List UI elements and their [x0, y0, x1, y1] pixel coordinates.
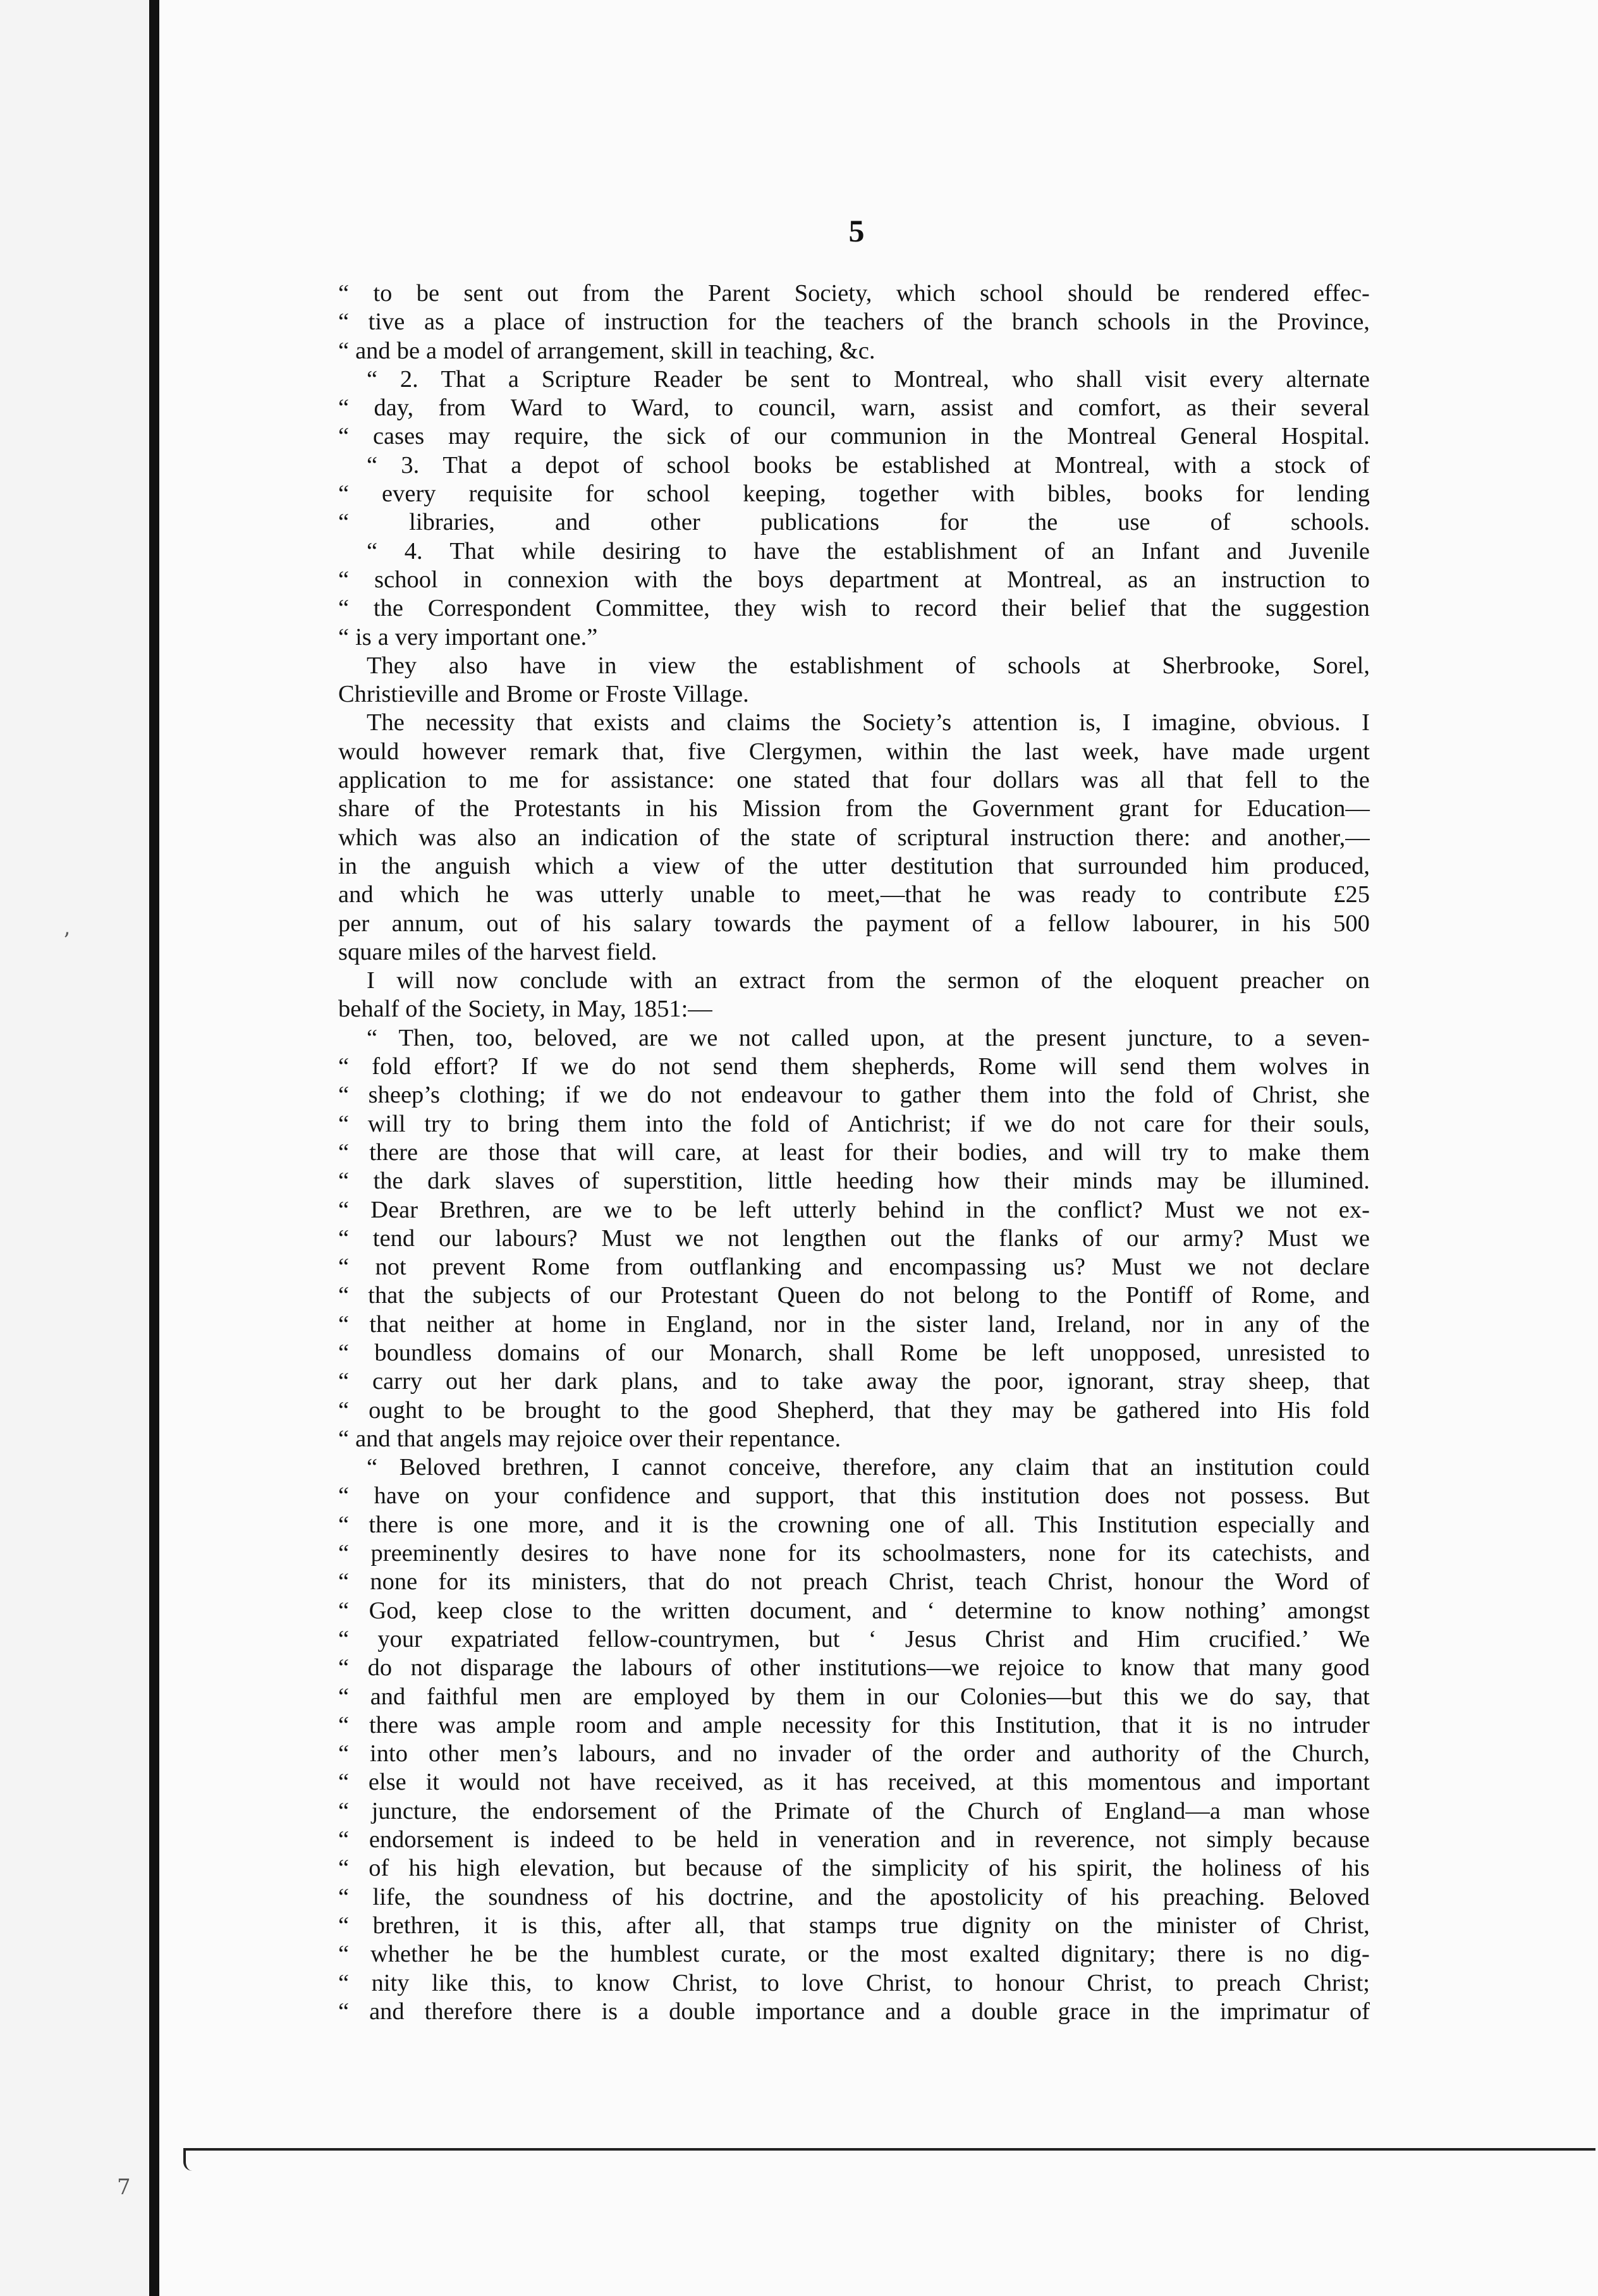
text-line: “ tive as a place of instruction for the teachers of the branch schools in the Province, [338, 308, 1370, 336]
text-line: “ nity like this, to know Christ, to love Christ, to honour Christ, to preach Christ; [338, 1969, 1370, 1996]
text-line: Christieville and Brome or Froste Village. [338, 681, 749, 708]
text-line: “ boundless domains of our Monarch, shall Rome be left unopposed, unresisted to [338, 1339, 1370, 1366]
facing-page-edge [0, 0, 149, 2296]
text-line: “ Beloved brethren, I cannot conceive, therefore, any claim that an institution could [367, 1454, 1370, 1481]
text-line: “ fold effort? If we do not send them shepherds, Rome will send them wolves in [338, 1053, 1370, 1080]
text-line: “ school in connexion with the boys department at Montreal, as an instruction to [338, 566, 1370, 593]
text-line: which was also an indication of the state of scriptural instruction there: and another,— [338, 824, 1370, 851]
text-line: “ sheep’s clothing; if we do not endeavour to gather them into the fold of Christ, she [338, 1082, 1370, 1109]
text-line: “ preeminently desires to have none for its schoolmasters, none for its catechists, and [338, 1540, 1370, 1567]
text-line: “ of his high elevation, but because of the simplicity of his spirit, the holiness of his [338, 1855, 1370, 1882]
text-line: in the anguish which a view of the utter destitution that surrounded him produced, [338, 852, 1370, 879]
text-line: “ brethren, it is this, after all, that stamps true dignity on the minister of Christ, [338, 1912, 1370, 1939]
text-line: “ the dark slaves of superstition, little heeding how their minds may be illumined. [338, 1168, 1370, 1195]
text-line: “ your expatriated fellow-countrymen, but ‘ Jesus Christ and Him crucified.’ We [338, 1625, 1370, 1652]
text-line: “ and faithful men are employed by them in our Colonies—but this we do say, that [338, 1683, 1370, 1710]
text-line: “ Dear Brethren, are we to be left utterly behind in the conflict? Must we not ex- [338, 1196, 1370, 1223]
text-line: “ life, the soundness of his doctrine, and the apostolicity of his preaching. Beloved [338, 1883, 1370, 1910]
text-line: “ endorsement is indeed to be held in veneration and in reverence, not simply because [338, 1826, 1370, 1853]
text-line: and which he was utterly unable to meet,—that he was ready to contribute £25 [338, 881, 1370, 908]
text-line: “ God, keep close to the written document, and ‘ determine to know nothing’ amongst [338, 1597, 1370, 1624]
text-line: “ that neither at home in England, nor in the sister land, Ireland, nor in any of the [338, 1310, 1370, 1338]
text-line: “ that the subjects of our Protestant Queen do not belong to the Pontiff of Rome, and [338, 1282, 1370, 1309]
text-line: “ into other men’s labours, and no invader of the order and authority of the Church, [338, 1740, 1370, 1768]
text-line: “ every requisite for school keeping, together with bibles, books for lending [338, 480, 1370, 508]
text-line: “ 2. That a Scripture Reader be sent to Montreal, who shall visit every alternate [367, 365, 1370, 393]
text-line: “ libraries, and other publications for the use of schools. [338, 509, 1370, 536]
text-line: They also have in view the establishment of schools at Sherbrooke, Sorel, [367, 652, 1370, 679]
book-gutter [149, 0, 159, 2296]
text-line: “ will try to bring them into the fold of Antichrist; if we do not care for their souls, [338, 1110, 1370, 1137]
text-line: “ there are those that will care, at least for their bodies, and will try to make them [338, 1139, 1370, 1166]
text-line: behalf of the Society, in May, 1851:— [338, 996, 712, 1023]
body-text [338, 279, 1370, 2026]
text-line: “ cases may require, the sick of our communion in the Montreal General Hospital. [338, 423, 1370, 450]
text-line: “ else it would not have received, as it has received, at this momentous and important [338, 1769, 1370, 1796]
text-line: I will now conclude with an extract from the sermon of the eloquent preacher on [367, 967, 1370, 994]
text-line: “ 3. That a depot of school books be established at Montreal, with a stock of [367, 451, 1370, 479]
margin-mark: ’ [63, 928, 70, 953]
text-line: “ to be sent out from the Parent Society, which school should be rendered effec- [338, 280, 1370, 307]
text-line: “ Then, too, beloved, are we not called upon, at the present juncture, to a seven- [367, 1024, 1370, 1051]
text-line: application to me for assistance: one stated that four dollars was all that fell to the [338, 767, 1370, 794]
text-line: “ juncture, the endorsement of the Primate of the Church of England—a man whose [338, 1797, 1370, 1824]
text-line: “ and that angels may rejoice over their repentance. [338, 1425, 841, 1452]
text-line: “ carry out her dark plans, and to take away the poor, ignorant, stray sheep, that [338, 1368, 1370, 1395]
text-line: square miles of the harvest field. [338, 938, 657, 965]
text-line: “ and be a model of arrangement, skill in teaching, &c. [338, 337, 875, 364]
text-line: per annum, out of his salary towards the payment of a fellow labourer, in his 500 [338, 910, 1370, 937]
text-line: “ there was ample room and ample necessity for this Institution, that it is no intruder [338, 1711, 1370, 1738]
text-line: “ is a very important one.” [338, 623, 598, 650]
page-number: 5 [848, 213, 865, 248]
text-line: “ day, from Ward to Ward, to council, warn, assist and comfort, as their several [338, 394, 1370, 422]
text-line: “ there is one more, and it is the crowning one of all. This Institution especially and [338, 1511, 1370, 1538]
text-line: “ do not disparage the labours of other institutions—we rejoice to know that many good [338, 1654, 1370, 1682]
text-line: The necessity that exists and claims the Society’s attention is, I imagine, obvious. I [367, 709, 1370, 736]
text-line: would however remark that, five Clergymen, within the last week, have made urgent [338, 738, 1370, 765]
text-line: share of the Protestants in his Mission from the Government grant for Education— [338, 795, 1370, 822]
text-line: “ not prevent Rome from outflanking and encompassing us? Must we not declare [338, 1254, 1370, 1281]
text-line: “ have on your confidence and support, that this institution does not possess. But [338, 1482, 1370, 1510]
text-line: “ tend our labours? Must we not lengthen out the flanks of our army? Must we [338, 1224, 1370, 1252]
text-line: “ 4. That while desiring to have the establishment of an Infant and Juvenile [367, 537, 1370, 565]
text-line: “ and therefore there is a double importance and a double grace in the imprimatur of [338, 1998, 1370, 2025]
text-line: “ whether he be the humblest curate, or the most exalted dignitary; there is no dig- [338, 1941, 1370, 1968]
margin-mark: 7 [117, 2175, 131, 2200]
text-line: “ none for its ministers, that do not preach Christ, teach Christ, honour the Word of [338, 1568, 1370, 1596]
page-bottom-edge [183, 2148, 1595, 2171]
text-line: “ ought to be brought to the good Shepherd, that they may be gathered into His fold [338, 1396, 1370, 1424]
text-line: “ the Correspondent Committee, they wish to record their belief that the suggestion [338, 595, 1370, 622]
